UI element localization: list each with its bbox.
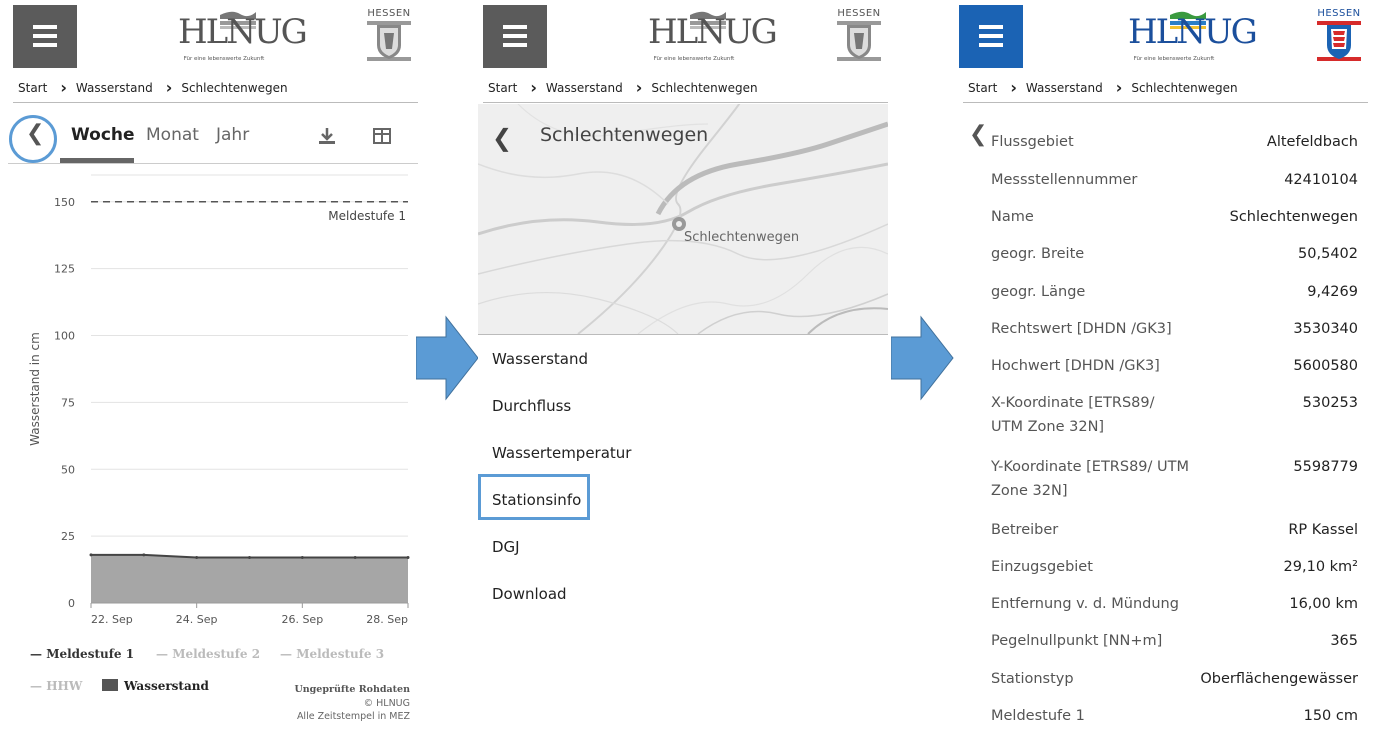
hessen-coat-of-arms-icon — [837, 19, 881, 63]
info-key: Hochwert [DHDN /GK3] — [991, 358, 1160, 374]
breadcrumb-station[interactable]: Schlechtenwegen — [181, 80, 288, 95]
logo-word: HLNUG — [1128, 12, 1256, 52]
menu-button[interactable] — [483, 5, 547, 68]
hessen-logo[interactable] — [363, 8, 415, 68]
y-tick-label: 125 — [54, 262, 75, 276]
hlnug-logo[interactable] — [648, 4, 776, 70]
info-value: RP Kassel — [1288, 522, 1358, 538]
meldestufe-1-label: Meldestufe 1 — [328, 208, 406, 223]
info-value: 365 — [1330, 633, 1358, 649]
x-tick-label: 24. Sep — [175, 613, 218, 626]
breadcrumb-start[interactable]: Start — [968, 80, 998, 95]
info-key: Messstellennummer — [991, 172, 1138, 188]
hlnug-logo[interactable] — [178, 4, 306, 70]
info-key: Einzugsgebiet — [991, 559, 1093, 575]
logo-tagline: Für eine lebenswerte Zukunft — [1133, 56, 1215, 62]
info-key: Pegelnullpunkt [NN+m] — [991, 633, 1163, 649]
hamburger-icon — [503, 25, 527, 47]
chevron-right-icon: › — [530, 78, 537, 97]
chevron-left-icon[interactable]: ❮ — [26, 121, 45, 146]
y-tick-label: 25 — [61, 530, 75, 544]
info-key: Meldestufe 1 — [991, 708, 1085, 724]
wasserstand-point — [90, 553, 93, 556]
station-map[interactable] — [478, 104, 888, 334]
x-tick-label: 26. Sep — [281, 613, 324, 626]
header-divider — [13, 102, 418, 103]
chevron-left-icon[interactable]: ❮ — [492, 124, 513, 152]
info-value: 3530340 — [1293, 321, 1358, 337]
info-key: Betreiber — [991, 522, 1059, 538]
menu-item-wasserstand[interactable]: Wasserstand — [492, 350, 589, 368]
menu-item-dgj[interactable]: DGJ — [492, 538, 520, 556]
breadcrumb-wasserstand[interactable]: Wasserstand — [1025, 80, 1103, 95]
info-key: Entfernung v. d. Mündung — [991, 596, 1179, 612]
info-value: 16,00 km — [1289, 596, 1358, 612]
hessen-logo[interactable] — [1313, 8, 1365, 68]
timezone-note: Alle Zeitstempel in MEZ — [296, 711, 410, 722]
chevron-left-icon[interactable]: ❮ — [969, 122, 988, 147]
station-info-panel — [958, 0, 1368, 755]
menu-item-durchfluss[interactable]: Durchfluss — [492, 397, 572, 415]
info-key: Stationstyp — [991, 671, 1074, 687]
menu-button[interactable] — [959, 5, 1023, 68]
hessen-logo[interactable] — [833, 8, 885, 68]
header-divider — [483, 102, 888, 103]
wasserstand-point — [195, 556, 198, 559]
flow-arrow-icon — [891, 315, 955, 401]
y-tick-label: 150 — [54, 195, 75, 209]
download-icon[interactable] — [317, 126, 337, 146]
menu-item-wassertemperatur[interactable]: Wassertemperatur — [492, 444, 632, 462]
logo-tagline: Für eine lebenswerte Zukunft — [653, 56, 735, 62]
info-value: 150 cm — [1303, 708, 1358, 724]
hlnug-logo[interactable] — [1128, 4, 1256, 70]
wasserstand-area — [91, 555, 408, 603]
tab-woche[interactable]: Woche — [71, 125, 135, 145]
info-value: Oberflächengewässer — [1200, 671, 1358, 687]
breadcrumb-start[interactable]: Start — [488, 80, 518, 95]
chevron-right-icon: › — [635, 78, 643, 97]
info-key: X-Koordinate [ETRS89/ UTM Zone 32N] — [991, 395, 1155, 435]
info-value: 50,5402 — [1298, 246, 1358, 262]
chevron-right-icon: › — [1010, 78, 1017, 97]
info-key: Y-Koordinate [ETRS89/ UTM Zone 32N] — [991, 459, 1190, 499]
menu-button[interactable] — [13, 5, 77, 68]
hessen-label: HESSEN — [1317, 8, 1361, 19]
wasserstand-point — [354, 556, 357, 559]
y-tick-label: 0 — [68, 597, 75, 610]
hamburger-icon — [33, 25, 57, 47]
weekly-chart-panel — [8, 0, 418, 755]
wasserstand-point — [142, 553, 145, 556]
info-value: Altefeldbach — [1266, 134, 1358, 150]
legend-wasserstand[interactable]: Wasserstand — [102, 679, 209, 693]
info-key: Rechtswert [DHDN /GK3] — [991, 321, 1172, 337]
y-axis-label: Wasserstand in cm — [28, 332, 42, 446]
breadcrumb — [968, 78, 1238, 97]
menu-item-download[interactable]: Download — [492, 585, 567, 603]
hessen-label: HESSEN — [837, 8, 881, 19]
info-key: Name — [991, 209, 1034, 225]
logo-tagline: Für eine lebenswerte Zukunft — [183, 56, 265, 62]
logo-word: HLNUG — [178, 12, 306, 52]
info-value: 9,4269 — [1307, 284, 1358, 300]
info-value: 530253 — [1302, 395, 1358, 411]
y-tick-label: 75 — [61, 396, 75, 410]
hessen-coat-of-arms-icon — [1317, 19, 1361, 63]
logo-word: HLNUG — [648, 12, 776, 52]
tab-jahr[interactable]: Jahr — [216, 125, 250, 145]
chevron-right-icon: › — [60, 78, 67, 97]
tab-monat[interactable]: Monat — [146, 125, 199, 145]
copyright-note: © HLNUG — [363, 698, 410, 709]
wasserstand-point — [301, 556, 304, 559]
info-value: 42410104 — [1284, 172, 1358, 188]
wasserstand-point — [248, 556, 251, 559]
chevron-right-icon: › — [1115, 78, 1123, 97]
hessen-label: HESSEN — [367, 8, 411, 19]
flow-arrow-icon — [416, 315, 480, 401]
map-divider — [478, 334, 888, 335]
legend-meldestufe-3[interactable]: — Meldestufe 3 — [280, 647, 385, 661]
info-key: geogr. Breite — [991, 246, 1085, 262]
breadcrumb-station[interactable]: Schlechtenwegen — [651, 80, 758, 95]
info-key: Flussgebiet — [991, 134, 1074, 150]
hamburger-icon — [979, 25, 1003, 47]
x-tick-label: 22. Sep — [91, 613, 133, 626]
period-tabs — [8, 104, 418, 164]
info-value: Schlechtenwegen — [1229, 209, 1358, 225]
header-divider — [963, 102, 1368, 103]
breadcrumb-station[interactable]: Schlechtenwegen — [1131, 80, 1238, 95]
x-tick-label: 28. Sep — [366, 613, 408, 626]
info-value: 5600580 — [1293, 358, 1358, 374]
legend-meldestufe-1[interactable]: — Meldestufe 1 — [30, 647, 135, 661]
breadcrumb — [488, 78, 758, 97]
raw-data-note: Ungeprüfte Rohdaten — [294, 684, 410, 695]
station-title: Schlechtenwegen — [540, 124, 709, 146]
menu-item-stationsinfo[interactable]: Stationsinfo — [492, 491, 582, 509]
breadcrumb-start[interactable]: Start — [18, 80, 48, 95]
info-value: 29,10 km² — [1283, 559, 1358, 575]
hessen-coat-of-arms-icon — [367, 19, 411, 63]
y-tick-label: 100 — [54, 329, 75, 343]
breadcrumb — [18, 78, 288, 97]
table-icon[interactable] — [372, 126, 392, 146]
active-tab-indicator — [60, 158, 134, 163]
wasserstand-point — [407, 556, 410, 559]
breadcrumb-wasserstand[interactable]: Wasserstand — [75, 80, 153, 95]
chevron-right-icon: › — [165, 78, 173, 97]
info-value: 5598779 — [1293, 459, 1358, 475]
legend-meldestufe-2[interactable]: — Meldestufe 2 — [156, 647, 261, 661]
legend-hhw[interactable]: — HHW — [30, 679, 83, 693]
station-menu-panel — [478, 0, 888, 755]
map-place-label: Schlechtenwegen — [684, 230, 800, 245]
info-key: geogr. Länge — [991, 284, 1086, 300]
water-level-chart — [8, 165, 418, 635]
y-tick-label: 50 — [61, 463, 75, 477]
breadcrumb-wasserstand[interactable]: Wasserstand — [545, 80, 623, 95]
